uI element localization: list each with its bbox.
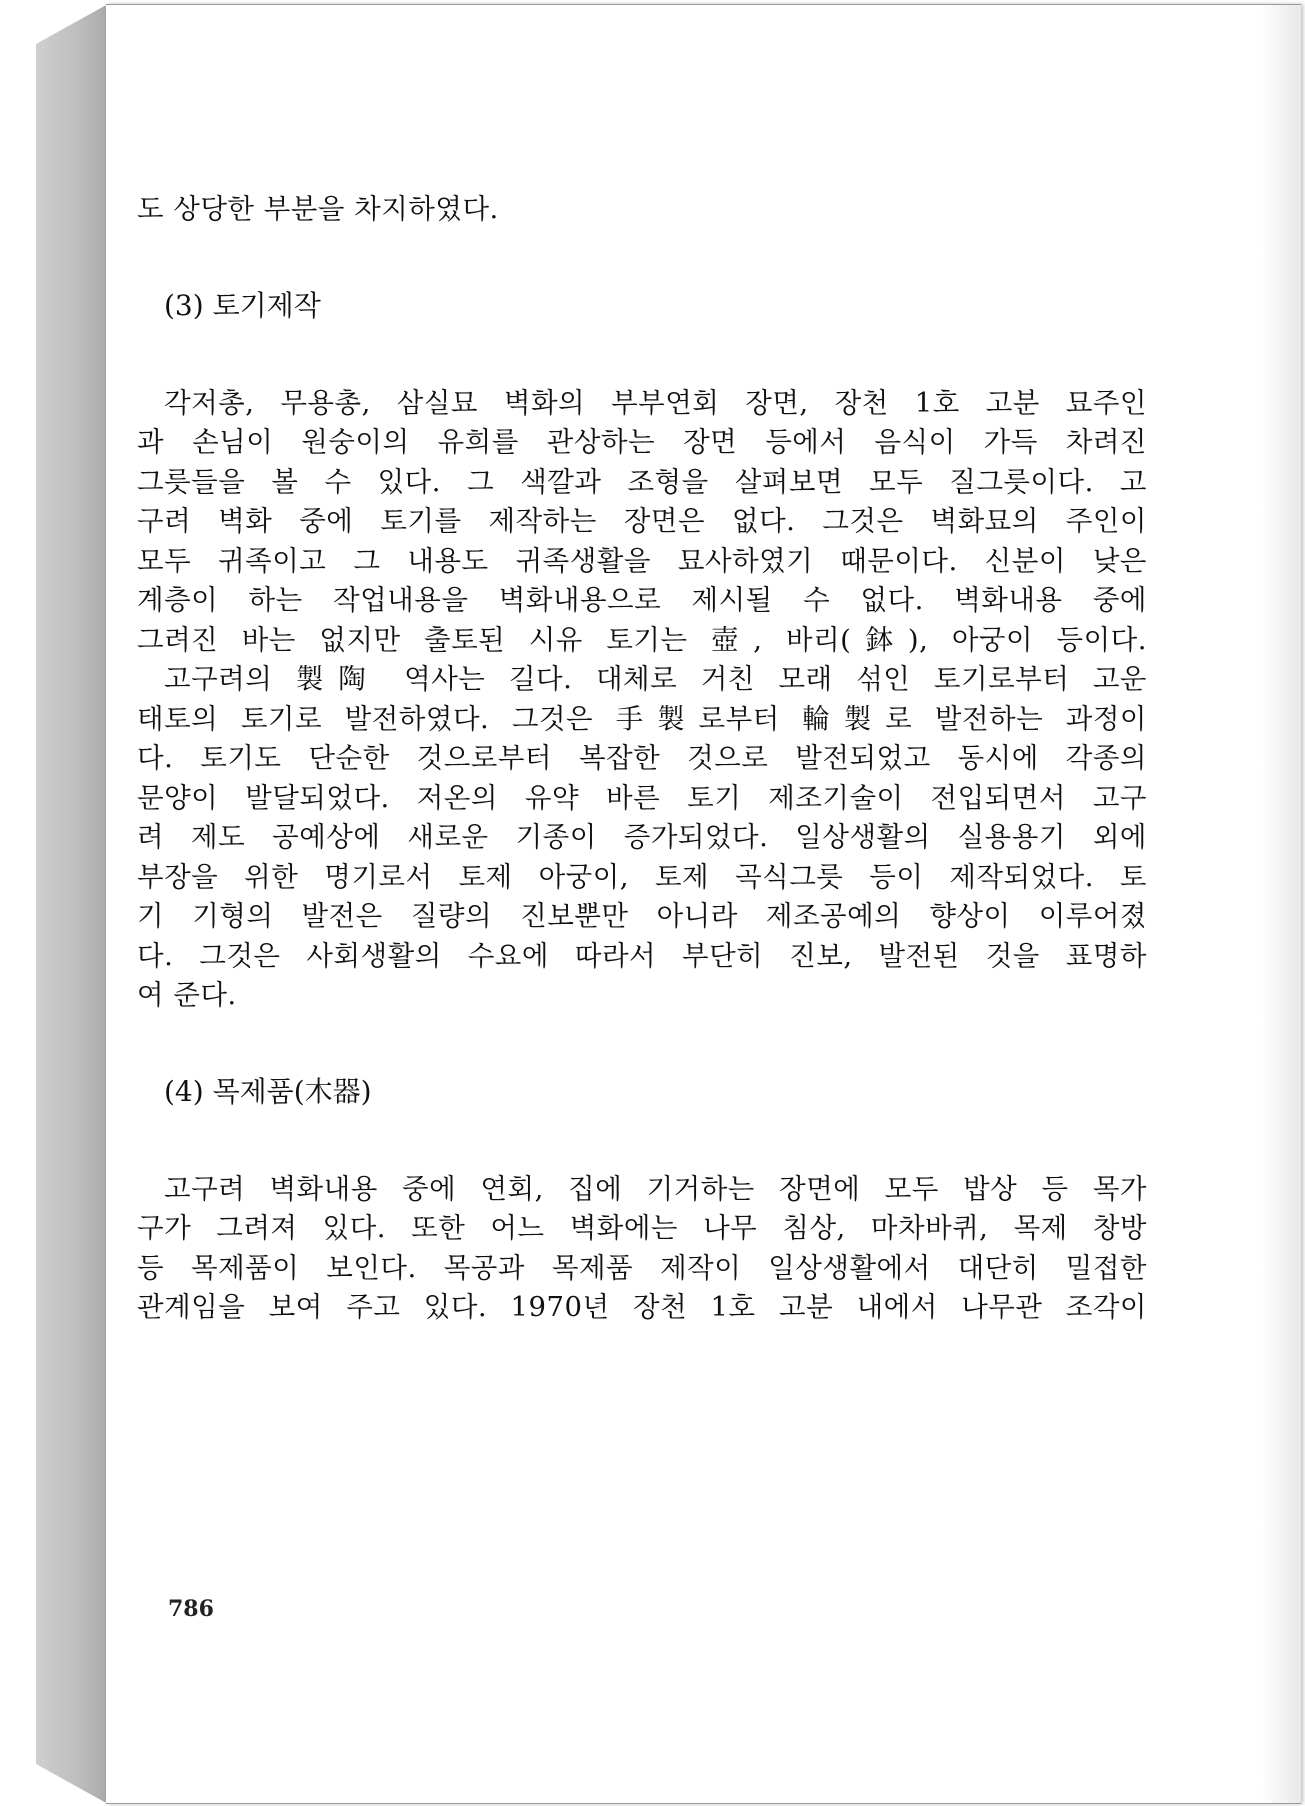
- paragraph-line: 구려 벽화 중에 토기를 제작하는 장면은 없다. 그것은 벽화묘의 주인이: [137, 505, 1147, 537]
- page-edge-shadow: [1261, 5, 1301, 1803]
- paragraph-line: 과 손님이 원숭이의 유희를 관상하는 장면 등에서 음식이 가득 차려진: [137, 426, 1147, 458]
- book-spine: [36, 4, 108, 1804]
- paragraph-line: 려 제도 공예상에 새로운 기종이 증가되었다. 일상생활의 실용용기 외에: [137, 821, 1147, 853]
- paragraph-line: 기 기형의 발전은 질량의 진보뿐만 아니라 제조공예의 향상이 이루어졌: [137, 900, 1147, 932]
- paragraph-line: 태토의 토기로 발전하였다. 그것은 手製로부터 輪製로 발전하는 과정이: [137, 702, 1147, 735]
- paragraph-line: 관계임을 보여 주고 있다. 1970년 장천 1호 고분 내에서 나무관 조각이: [137, 1291, 1147, 1323]
- paragraph-line: 고구려 벽화내용 중에 연회, 집에 기거하는 장면에 모두 밥상 등 목가: [164, 1172, 1147, 1205]
- paragraph-line: 다. 그것은 사회생활의 수요에 따라서 부단히 진보, 발전된 것을 표명하: [137, 939, 1147, 972]
- paragraph-line: 등 목제품이 보인다. 목공과 목제품 제작이 일상생활에서 대단히 밀접한: [137, 1251, 1147, 1284]
- paragraph-line: 고구려의 製陶 역사는 길다. 대체로 거친 모래 섞인 토기로부터 고운: [164, 663, 1147, 695]
- section-heading-4: (4) 목제품(木器): [164, 1074, 372, 1108]
- section-4-body: [137, 1170, 1147, 1328]
- paragraph-line: 여 준다.: [137, 979, 237, 1011]
- paragraph-line: 문양이 발달되었다. 저온의 유약 바른 토기 제조기술이 전입되면서 고구: [137, 781, 1147, 814]
- page-content: [137, 190, 1147, 1328]
- page-number: 786: [168, 1596, 214, 1622]
- section-3-body: [137, 384, 1147, 1016]
- paragraph-line: 그릇들을 볼 수 있다. 그 색깔과 조형을 살펴보면 모두 질그릇이다. 고: [137, 465, 1147, 498]
- paragraph-line: 계층이 하는 작업내용을 벽화내용으로 제시될 수 없다. 벽화내용 중에: [137, 584, 1147, 616]
- paragraph-line: 부장을 위한 명기로서 토제 아궁이, 토제 곡식그릇 등이 제작되었다. 토: [137, 860, 1147, 893]
- section-heading-3: (3) 토기제작: [164, 288, 321, 322]
- paragraph-line: 각저총, 무용총, 삼실묘 벽화의 부부연회 장면, 장천 1호 고분 묘주인: [164, 386, 1147, 419]
- paragraph-line: 다. 토기도 단순한 것으로부터 복잡한 것으로 발전되었고 동시에 각종의: [137, 742, 1147, 774]
- paragraph-line: 모두 귀족이고 그 내용도 귀족생활을 묘사하였기 때문이다. 신분이 낮은: [137, 544, 1147, 577]
- intro-line: 도 상당한 부분을 차지하였다.: [137, 193, 499, 225]
- paragraph-line: 구가 그려져 있다. 또한 어느 벽화에는 나무 침상, 마차바퀴, 목제 창방: [137, 1212, 1147, 1244]
- paragraph-line: 그려진 바는 없지만 출토된 시유 토기는 壺, 바리(鉢), 아궁이 등이다.: [137, 623, 1147, 656]
